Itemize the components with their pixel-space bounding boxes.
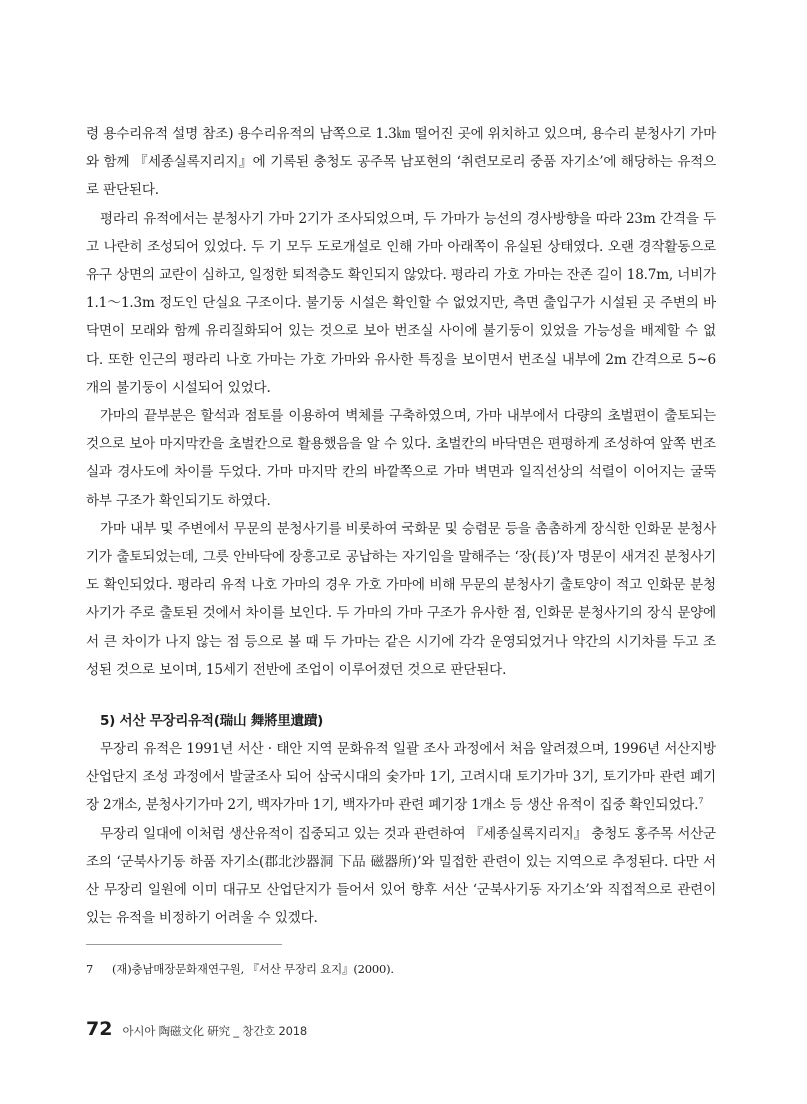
paragraph-mujangri-intro [86,735,716,820]
running-title: 아시아 陶磁文化 硏究 _ 창간호 2018 [122,1024,307,1038]
footnote-text: (재)충남매장문화재연구원, 『서산 무장리 요지』(2000). [112,962,394,976]
page-footer [86,1018,307,1042]
body-text [86,120,716,932]
footnote-divider [86,944,282,945]
footnote-number: 7 [86,962,94,976]
footnote [86,961,716,977]
paragraph-mujangri-intro-text: 무장리 유적은 1991년 서산 · 태안 지역 문화유적 일괄 조사 과정에서 처음 알려졌으며, 1996년 서산지방산업단지 조성 과정에서 발굴조사 되어 삼국시대의 숯가마 1기, 고려시대 토기가마 3기, 토기가마 관련 폐기장 2개소, 분청사기가마 2기, 백자가마 1기, 백자가마 관련 폐기장 1개소 등 생산 유적이 집중 확인되었다. [86,741,716,814]
paragraph-pyeongnari-kilns: 평라리 유적에서는 분청사기 가마 2기가 조사되었으며, 두 가마가 능선의 경사방향을 따라 23m 간격을 두고 나란히 조성되어 있었다. 두 기 모두 도로개설로 인해 가마 아래쪽이 유실된 상태였다. 오랜 경작활동으로 유구 상면의 교란이 심하고, 일정한 퇴적층도 확인되지 않았다. 평라리 가호 가마는 잔존 길이 18.7m, 너비가 1.1～1.3m 정도인 단실요 구조이다. 불기둥 시설은 확인할 수 없었지만, 측면 출입구가 시설된 곳 주변의 바닥면이 모래와 함께 유리질화되어 있는 것으로 보아 번조실 사이에 불기둥이 있었을 가능성을 배제할 수 없다. 또한 인근의 평라리 나호 가마는 가호 가마와 유사한 특징을 보이면서 번조실 내부에 2m 간격으로 5~6개의 불기둥이 시설되어 있었다. [86,210,716,396]
section-heading-text: 5) 서산 무장리유적(瑞山 舞將里遺蹟) [100,713,324,730]
footnote-reference[interactable]: 7 [698,796,704,806]
paragraph-continuation: 령 용수리유적 설명 참조) 용수리유적의 남쪽으로 1.3㎞ 떨어진 곳에 위치하고 있으며, 용수리 분청사기 가마와 함께 『세종실록지리지』에 기록된 충청도 공주목 남포현의 ‘취련모로리 중품 자기소’에 해당하는 유적으로 판단된다. [86,126,716,199]
page-number: 72 [86,1018,113,1040]
paragraph-kiln-structure: 가마의 끝부분은 할석과 점토를 이용하여 벽체를 구축하였으며, 가마 내부에서 다량의 초벌편이 출토되는 것으로 보아 마지막칸을 초벌칸으로 활용했음을 알 수 있다. 초벌칸의 바닥면은 편평하게 조성하여 앞쪽 번조실과 경사도에 차이를 두었다. 가마 마지막 칸의 바깥쪽으로 가마 벽면과 일직선상의 석렬이 이어지는 굴뚝 하부 구조가 확인되기도 하였다. [86,408,716,509]
paragraph-mujangri-relation: 무장리 일대에 이처럼 생산유적이 집중되고 있는 것과 관련하여 『세종실록지리지』 충청도 홍주목 서산군조의 ‘군북사기동 하품 자기소(郡北沙器洞 下品 磁器所)’와 밀접한 관련이 있는 지역으로 추정된다. 다만 서산 무장리 일원에 이미 대규모 산업단지가 들어서 있어 향후 서산 ‘군북사기동 자기소’와 직접적으로 관련이 있는 유적을 비정하기 어려울 수 있겠다. [86,825,716,927]
section-heading [86,707,716,735]
paragraph-artifacts: 가마 내부 및 주변에서 무문의 분청사기를 비롯하여 국화문 및 승렴문 등을 촘촘하게 장식한 인화문 분청사기가 출토되었는데, 그릇 안바닥에 장흥고로 공납하는 자기임을 말해주는 ‘장(長)’자 명문이 새겨진 분청사기도 확인되었다. 평라리 유적 나호 가마의 경우 가호 가마에 비해 무문의 분청사기 출토양이 적고 인화문 분청사기가 주로 출토된 것에서 차이를 보인다. 두 가마의 가마 구조가 유사한 점, 인화문 분청사기의 장식 문양에서 큰 차이가 나지 않는 점 등으로 볼 때 두 가마는 같은 시기에 각각 운영되었거나 약간의 시기차를 두고 조성된 것으로 보이며, 15세기 전반에 조업이 이루어졌던 것으로 판단된다. [86,520,716,678]
